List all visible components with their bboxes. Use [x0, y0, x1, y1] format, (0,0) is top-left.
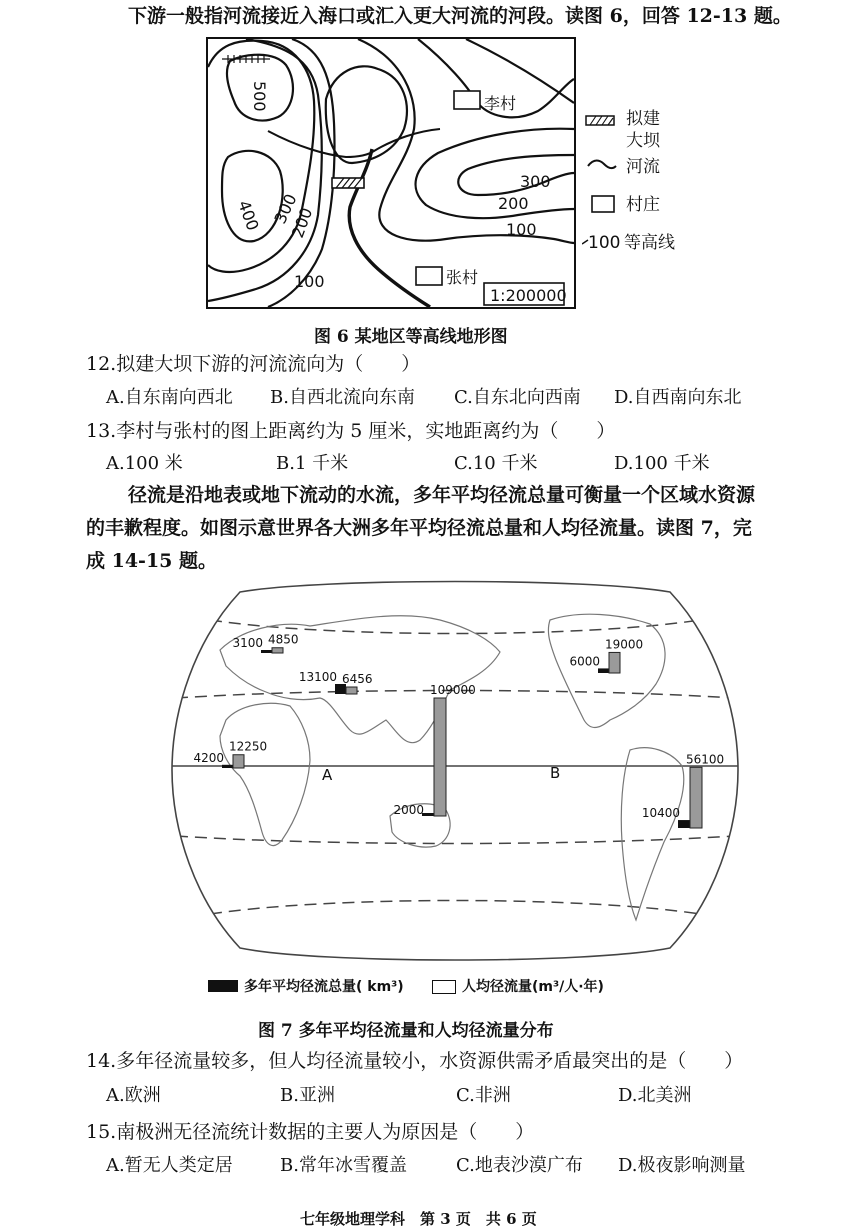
- bar-per-capita-sa: [690, 767, 702, 828]
- q15-option-d[interactable]: D.极夜影响测量: [618, 1155, 746, 1176]
- q12-option-d[interactable]: D.自西南向东北: [614, 387, 742, 408]
- label-200-left: 200: [287, 205, 317, 241]
- bar-total-sa: [678, 820, 690, 828]
- label-per-capita-na: 19000: [605, 637, 644, 652]
- label-per-capita-eu: 4850: [268, 632, 299, 647]
- bar-per-capita-na: [609, 652, 620, 673]
- q15-stem: 15.南极洲无径流统计数据的主要人为原因是（ ）: [86, 1121, 535, 1143]
- label-per-capita-as: 6456: [342, 672, 373, 687]
- label-200-right: 200: [498, 194, 529, 213]
- map-label-a: A: [322, 766, 333, 784]
- label-total-af: 4200: [193, 750, 224, 765]
- legend-dam-1: 拟建: [626, 109, 660, 129]
- village-li-symbol: [454, 91, 480, 109]
- q14-option-c[interactable]: C.非洲: [456, 1085, 511, 1106]
- label-per-capita-oc: 109000: [430, 683, 476, 697]
- legend-pc-label: 人均径流量(m³/人·年): [462, 979, 604, 995]
- page-footer: 七年级地理学科 第 3 页 共 6 页: [300, 1210, 537, 1228]
- contour-map-drawing: [208, 39, 574, 307]
- label-400: 400: [234, 197, 263, 234]
- bar-per-capita-as: [346, 687, 357, 694]
- label-scale: 1:200000: [490, 286, 567, 305]
- q15-option-c[interactable]: C.地表沙漠广布: [456, 1155, 583, 1176]
- q13-option-d[interactable]: D.100 千米: [614, 453, 710, 474]
- q15-option-a[interactable]: A.暂无人类定居: [106, 1155, 233, 1176]
- label-300-left: 300: [270, 190, 301, 227]
- legend-total-label: 多年平均径流总量( km³): [244, 979, 404, 995]
- fig6-caption: 图 6 某地区等高线地形图: [314, 327, 508, 347]
- label-100-left: 100: [294, 272, 325, 291]
- dam-symbol: [332, 178, 364, 188]
- fig6-legend: [582, 104, 692, 254]
- q15-option-b[interactable]: B.常年冰雪覆盖: [280, 1155, 407, 1176]
- label-total-na: 6000: [569, 654, 600, 669]
- q12-option-b[interactable]: B.自西北流向东南: [270, 387, 415, 408]
- bar-per-capita-af: [233, 755, 244, 768]
- q13-option-c[interactable]: C.10 千米: [454, 453, 538, 474]
- legend-dam-2: 大坝: [626, 131, 660, 151]
- label-per-capita-af: 12250: [229, 739, 268, 754]
- legend-contour: 等高线: [624, 233, 675, 253]
- q13-option-a[interactable]: A.100 米: [106, 453, 183, 474]
- q13-stem: 13.李村与张村的图上距离约为 5 厘米，实地距离约为（ ）: [86, 420, 616, 442]
- label-total-eu: 3100: [232, 636, 263, 650]
- legend-pc-swatch: [432, 980, 456, 994]
- legend-total-swatch: [208, 980, 238, 992]
- intro-fig7-line3: 成 14-15 题。: [86, 550, 217, 572]
- label-300-right: 300: [520, 172, 551, 191]
- contour-100-left: [268, 39, 335, 307]
- label-500: 500: [250, 81, 269, 112]
- q14-option-d[interactable]: D.北美洲: [618, 1085, 692, 1106]
- label-100-right: 100: [506, 220, 537, 239]
- bar-per-capita-oc: [434, 698, 446, 816]
- label-total-as: 13100: [298, 670, 337, 684]
- intro-fig6: 下游一般指河流接近入海口或汇入更大河流的河段。读图 6，回答 12-13 题。: [128, 5, 792, 27]
- contour-center: [326, 66, 407, 163]
- q12-option-c[interactable]: C.自东北向西南: [454, 387, 581, 408]
- legend-contour-value: 100: [588, 233, 621, 253]
- q14-stem: 14.多年径流量较多，但人均径流量较小，水资源供需矛盾最突出的是（ ）: [86, 1050, 744, 1072]
- contour-300-right: [458, 155, 574, 195]
- q14-option-a[interactable]: A.欧洲: [106, 1085, 161, 1106]
- bar-total-na: [598, 668, 609, 673]
- q13-option-b[interactable]: B.1 千米: [276, 453, 349, 474]
- label-total-oc: 2000: [393, 803, 424, 817]
- contour-map: [206, 37, 576, 309]
- intro-fig7-line2: 的丰歉程度。如图示意世界各大洲多年平均径流总量和人均径流量。读图 7，完: [86, 517, 752, 539]
- legend-river: 河流: [626, 157, 660, 177]
- bar-total-eu: [261, 650, 272, 653]
- label-li-village: 李村: [484, 94, 517, 113]
- q14-option-b[interactable]: B.亚洲: [280, 1085, 335, 1106]
- bar-total-af: [222, 765, 233, 768]
- bar-per-capita-eu: [272, 648, 283, 653]
- legend-village: 村庄: [626, 195, 660, 215]
- world-map-chart: [170, 580, 740, 968]
- fig7-caption: 图 7 多年平均径流量和人均径流量分布: [258, 1021, 554, 1041]
- river-tributary: [268, 129, 440, 157]
- q12-stem: 12.拟建大坝下游的河流流向为（ ）: [86, 353, 421, 375]
- label-per-capita-sa: 56100: [686, 752, 725, 767]
- village-zhang-symbol: [416, 267, 442, 285]
- q12-option-a[interactable]: A.自东南向西北: [106, 387, 233, 408]
- intro-fig7-line1: 径流是沿地表或地下流动的水流，多年平均径流总量可衡量一个区域水资源: [128, 484, 756, 506]
- label-total-sa: 10400: [641, 806, 680, 821]
- label-zhang-village: 张村: [446, 268, 479, 287]
- map-label-b: B: [550, 764, 561, 782]
